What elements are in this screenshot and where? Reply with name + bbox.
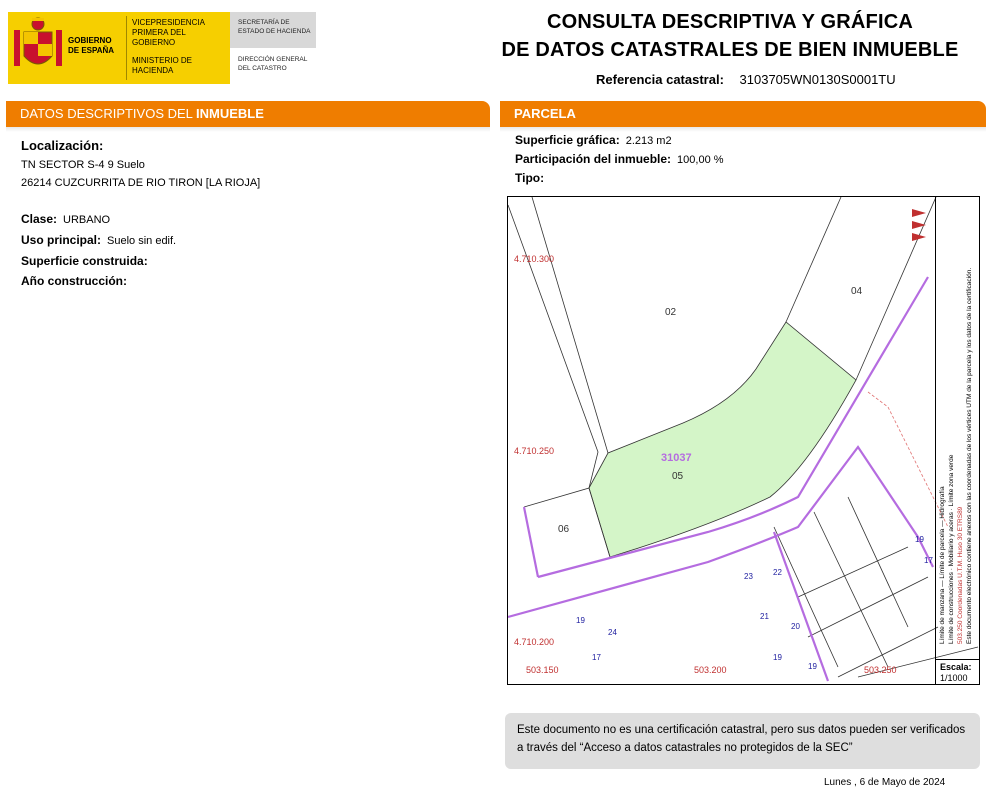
coord-y-2: 4.710.250 [514, 446, 555, 456]
legend-coords-desc: Este documento electrónico contiene anexos con las coordenadas de los vértices UTM de la parcela y los datos de la certificación. [966, 267, 973, 644]
bar-datos-suffix: INMUEBLE [196, 106, 264, 121]
parcela-details [515, 131, 724, 187]
logo-divider [126, 16, 127, 80]
street-num-1: 23 [744, 572, 753, 581]
uso-label: Uso principal: [21, 233, 102, 247]
superficie-grafica-value: 2.213 m2 [625, 135, 672, 147]
government-logo-block [8, 12, 316, 84]
title-line-2: DE DATOS CATASTRALES DE BIEN INMUEBLE [501, 39, 959, 61]
parcel-label-04: 04 [851, 286, 863, 297]
parcel-label-02: 02 [665, 307, 677, 318]
street-num-4: 20 [791, 622, 800, 631]
section-bar-parcela: PARCELA [500, 101, 986, 127]
document-date: Lunes , 6 de Mayo de 2024 [824, 777, 946, 788]
coord-x-2: 503.200 [694, 665, 727, 675]
legend-item-1: Límite de manzana [939, 588, 946, 644]
street-num-2: 22 [773, 568, 782, 577]
coord-x-3: 503.250 [864, 665, 897, 675]
legend-item-6: Límite zona verde [948, 454, 955, 507]
legend-item-4: Límite de construcciones [948, 572, 955, 644]
coord-y-1: 4.710.300 [514, 254, 555, 264]
superficie-grafica-label: Superficie gráfica: [515, 133, 620, 147]
superficie-construida-label: Superficie construida: [21, 254, 148, 268]
legend-rotated-text: Límite de manzana — Límite de parcela — Hidrografía Límite de construcciones · Mobiliario y aceras · Límite zona verde 503.250 Coordenadas U.T.M. Huso 30 ETRS89 Este documento electrónico contiene anexos con las coordenadas de los vértices UTM de la parcela y los datos de la certificación. [938, 204, 974, 644]
parcel-05-shape [589, 322, 856, 557]
coat-of-arms-icon [12, 16, 64, 78]
anio-construccion-label: Año construcción: [21, 274, 128, 288]
vicepresidencia-text: VICEPRESIDENCIA PRIMERA DEL GOBIERNO [132, 18, 205, 47]
parcel-ref-label: 31037 [661, 452, 692, 464]
participacion-label: Participación del inmueble: [515, 152, 672, 166]
coord-y-3: 4.710.200 [514, 637, 555, 647]
title-line-1: CONSULTA DESCRIPTIVA Y GRÁFICA [546, 11, 914, 33]
legend-item-2: Límite de parcela [939, 528, 946, 579]
street-num-10: 19 [915, 535, 924, 544]
cadastral-map-svg [508, 197, 979, 684]
document-title [490, 8, 970, 64]
coord-x-1: 503.150 [526, 665, 559, 675]
legend-item-3: Hidrografía [939, 486, 946, 519]
street-num-8: 17 [592, 653, 601, 662]
street-num-9: 19 [576, 616, 585, 625]
uso-value: Suelo sin edif. [107, 235, 177, 247]
details-block [21, 209, 176, 291]
street-num-11: 17 [924, 556, 933, 565]
bar-shadow-left [6, 127, 490, 132]
north-arrow-icon [912, 209, 926, 241]
address-line-1: TN SECTOR S-4 9 Suelo [21, 159, 145, 171]
clase-label: Clase: [21, 212, 58, 226]
referencia-value: 3103705WN0130S0001TU [739, 72, 896, 87]
verification-notice: Este documento no es una certificación catastral, pero sus datos pueden ser verificados a través del “Acceso a datos catastrales no protegidos de la SEC” [505, 713, 980, 769]
tipo-label: Tipo: [515, 171, 545, 185]
cadastral-map [507, 196, 980, 685]
referencia-label: Referencia catastral: [596, 72, 724, 87]
localizacion-label: Localización: [21, 138, 104, 153]
secretaria-text: SECRETARÍA DE ESTADO DE HACIENDA [238, 19, 311, 35]
street-num-6: 19 [808, 662, 817, 671]
street-num-3: 21 [760, 612, 769, 621]
logo-yellow-band [8, 12, 230, 84]
gobierno-text: GOBIERNO DE ESPAÑA [68, 36, 115, 55]
escala-box [935, 659, 980, 685]
section-bar-datos [6, 101, 490, 127]
escala-value: 1/1000 [940, 673, 968, 683]
parcel-label-05: 05 [672, 471, 684, 482]
ministerio-text: MINISTERIO DE HACIENDA [132, 56, 193, 75]
legend-item-5: Mobiliario y aceras [948, 512, 955, 567]
street-num-7: 24 [608, 628, 617, 637]
escala-label: Escala: [940, 662, 972, 672]
map-legend [935, 196, 981, 659]
bar-datos-prefix: DATOS DESCRIPTIVOS DEL [20, 106, 197, 121]
direccion-text: DIRECCIÓN GENERAL DEL CATASTRO [238, 56, 308, 72]
street-num-5: 19 [773, 653, 782, 662]
address-line-2: 26214 CUZCURRITA DE RIO TIRON [LA RIOJA] [21, 177, 261, 189]
clase-value: URBANO [63, 214, 111, 226]
parcel-label-06: 06 [558, 524, 570, 535]
legend-coords-note: 503.250 Coordenadas U.T.M. Huso 30 ETRS89 [957, 506, 964, 644]
referencia-row [596, 72, 896, 87]
participacion-value: 100,00 % [677, 154, 724, 166]
localizacion-block [21, 138, 260, 189]
